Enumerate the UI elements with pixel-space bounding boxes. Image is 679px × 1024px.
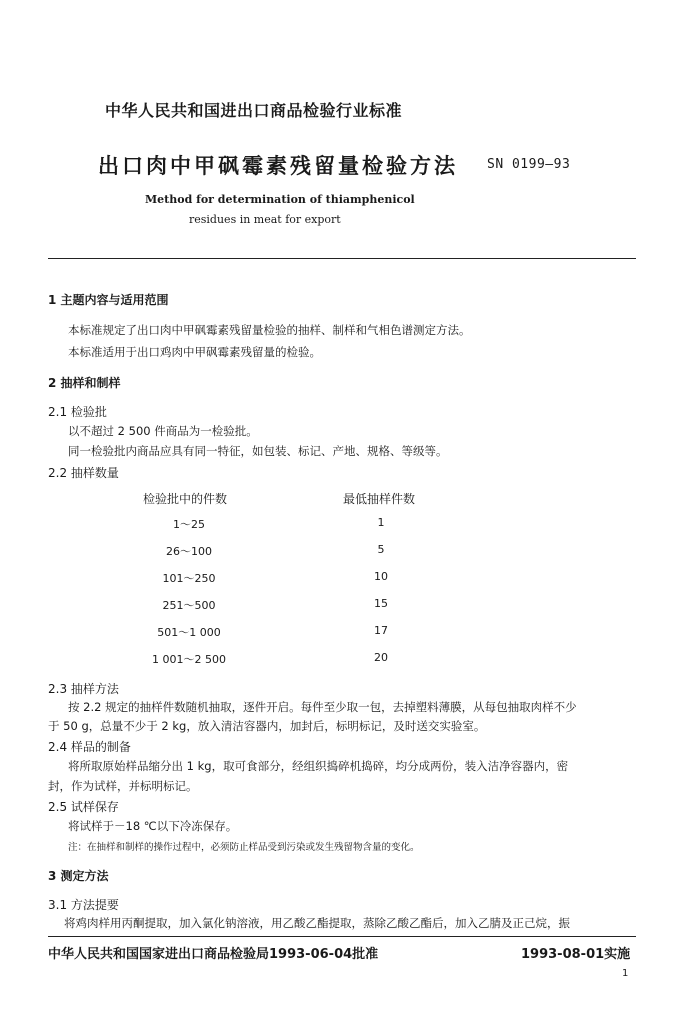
table-header-lot-size: 检验批中的件数 [143, 492, 228, 506]
english-title-line2: residues in meat for export [189, 213, 341, 226]
effective-date: 1993-08-01实施 [521, 947, 631, 962]
section-2-2-heading: 2.2 抽样数量 [48, 466, 119, 480]
section-3-1-heading: 3.1 方法提要 [48, 898, 119, 912]
min-samples-cell: 10 [374, 570, 388, 583]
footer-divider [48, 936, 636, 937]
section-1-paragraph-2: 本标准适用于出口鸡肉中甲砜霉素残留量的检验。 [68, 345, 321, 359]
page-number: 1 [622, 968, 629, 979]
lot-size-cell: 1～25 [173, 518, 205, 531]
min-samples-cell: 20 [374, 651, 388, 664]
lot-size-cell: 1 001～2 500 [152, 653, 226, 666]
section-2-4-paragraph-1: 将所取原始样品缩分出 1 kg，取可食部分，经组织捣碎机捣碎，均分成两份，装入洁净容器内，密 [68, 759, 569, 773]
lot-size-cell: 501～1 000 [157, 626, 221, 639]
section-2-4-heading: 2.4 样品的制备 [48, 740, 131, 754]
lot-size-cell: 101～250 [162, 572, 216, 585]
section-3-1-paragraph-1: 将鸡肉样用丙酮提取，加入氯化钠溶液，用乙酸乙酯提取，蒸除乙酸乙酯后，加入乙腈及正己烷，振 [64, 916, 570, 930]
section-2-heading: 2 抽样和制样 [48, 376, 121, 390]
min-samples-cell: 15 [374, 597, 388, 610]
section-2-5-heading: 2.5 试样保存 [48, 800, 119, 814]
document-title: 出口肉中甲砜霉素残留量检验方法 [98, 154, 458, 178]
section-2-3-heading: 2.3 抽样方法 [48, 682, 119, 696]
approval-statement: 中华人民共和国国家进出口商品检验局1993-06-04批准 [48, 947, 379, 962]
lot-size-cell: 26～100 [166, 545, 212, 558]
section-1-paragraph-1: 本标准规定了出口肉中甲砜霉素残留量检验的抽样、制样和气相色谱测定方法。 [68, 323, 471, 337]
table-header-min-samples: 最低抽样件数 [343, 492, 416, 506]
lot-size-cell: 251～500 [162, 599, 216, 612]
min-samples-cell: 17 [374, 624, 388, 637]
section-1-heading: 1 主题内容与适用范围 [48, 293, 169, 307]
english-title-line1: Method for determination of thiamphenicol [145, 193, 415, 206]
min-samples-cell: 1 [377, 516, 385, 529]
section-2-1-paragraph-1: 以不超过 2 500 件商品为一检验批。 [68, 424, 258, 438]
standard-code: SN 0199—93 [487, 157, 571, 172]
section-2-1-paragraph-2: 同一检验批内商品应具有同一特征，如包装、标记、产地、规格、等级等。 [68, 444, 448, 458]
header-divider [48, 258, 636, 259]
section-2-1-heading: 2.1 检验批 [48, 405, 107, 419]
section-2-5-note: 注：在抽样和制样的操作过程中，必须防止样品受到污染或发生残留物含量的变化。 [68, 842, 420, 853]
section-2-3-paragraph-1: 按 2.2 规定的抽样件数随机抽取，逐件开启。每件至少取一包，去掉塑料薄膜，从每包抽取肉样不少 [68, 700, 577, 714]
section-3-heading: 3 测定方法 [48, 869, 109, 883]
section-2-5-paragraph-1: 将试样于－18 ℃以下冷冻保存。 [68, 819, 238, 833]
section-2-4-paragraph-2: 封，作为试样，并标明标记。 [48, 779, 198, 793]
issuing-organization: 中华人民共和国进出口商品检验行业标准 [105, 101, 403, 120]
section-2-3-paragraph-2: 于 50 g，总量不少于 2 kg，放入清洁容器内，加封后，标明标记，及时送交实验室。 [48, 719, 486, 733]
min-samples-cell: 5 [377, 543, 385, 556]
